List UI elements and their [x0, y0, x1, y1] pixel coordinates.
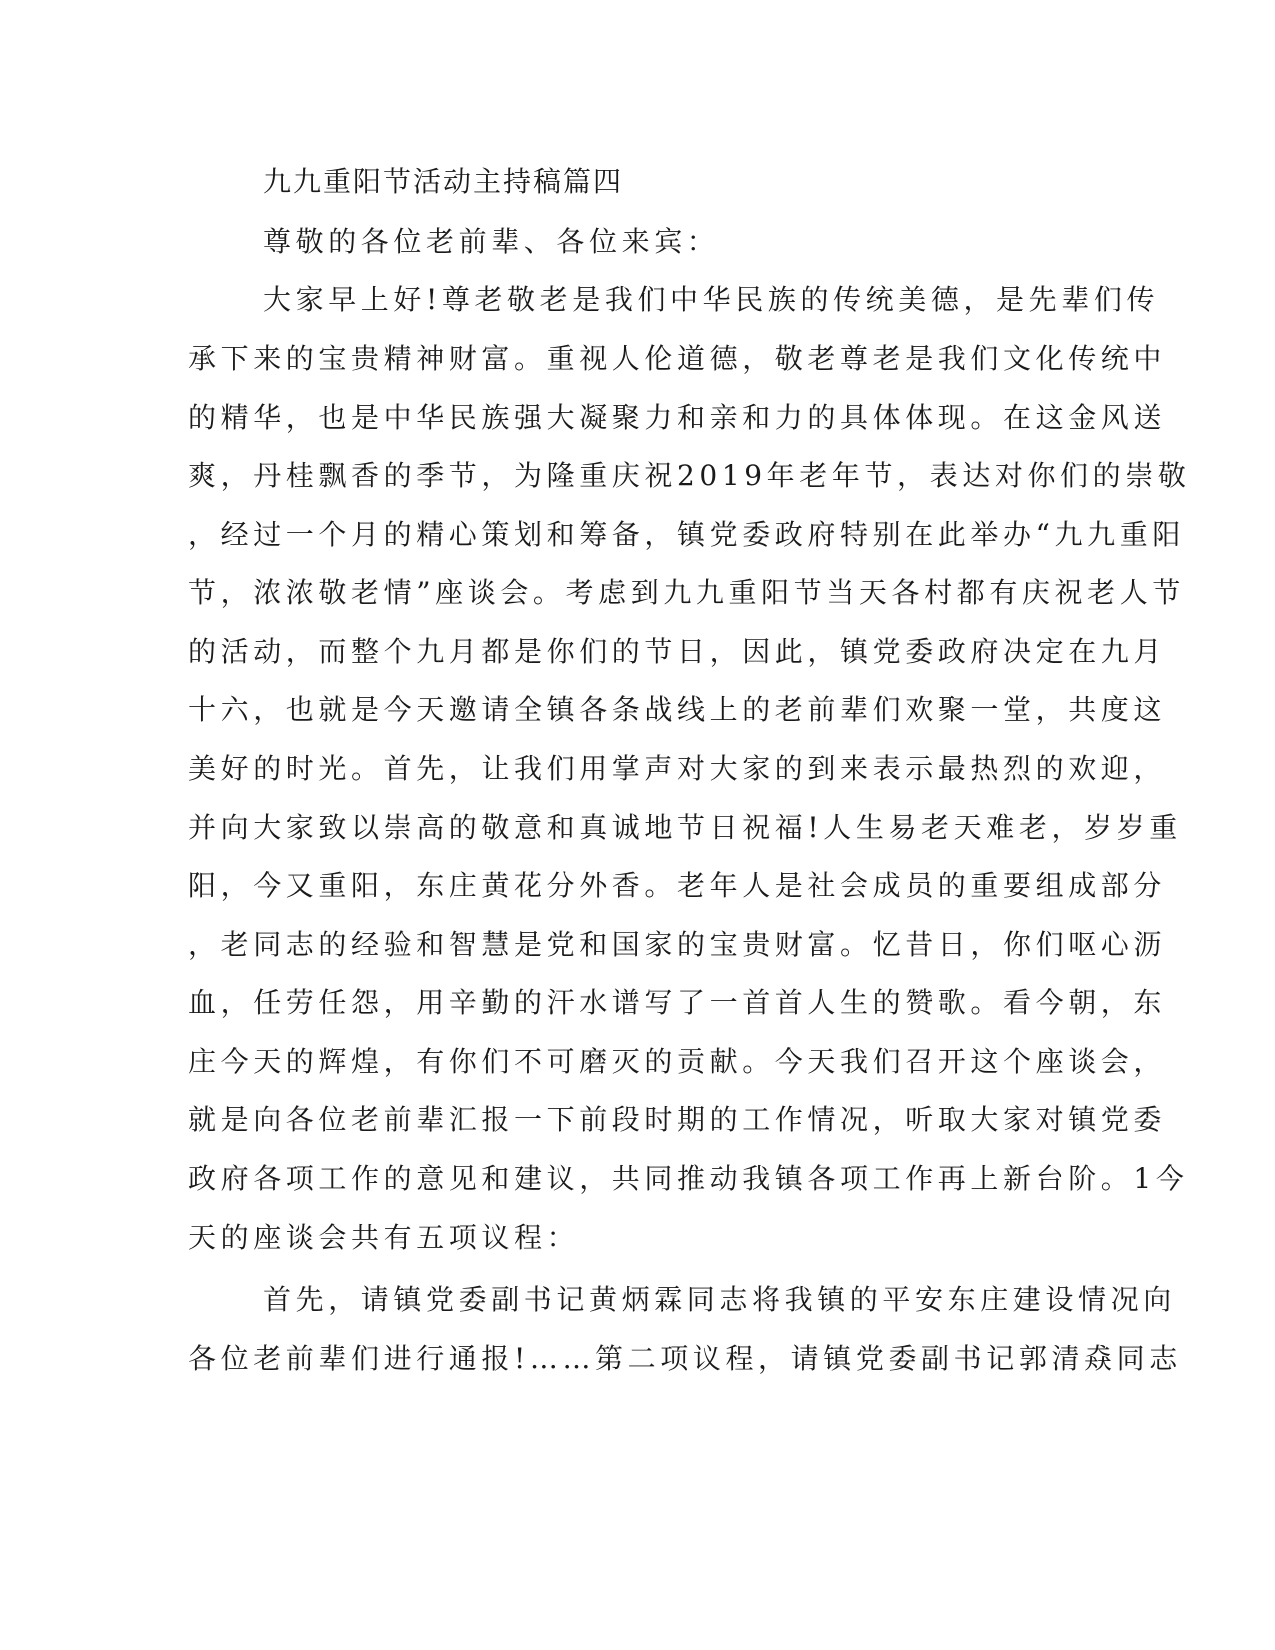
paragraph-line: 天的座谈会共有五项议程： [188, 1221, 580, 1254]
salutation: 尊敬的各位老前辈、各位来宾： [263, 225, 720, 258]
paragraph-line: 政府各项工作的意见和建议，共同推动我镇各项工作再上新台阶。1今 [188, 1162, 1189, 1195]
paragraph-line: 血，任劳任怨，用辛勤的汗水谱写了一首首人生的赞歌。看今朝，东 [188, 986, 1167, 1019]
paragraph-line: 十六，也就是今天邀请全镇各条战线上的老前辈们欢聚一堂，共度这 [188, 693, 1167, 726]
paragraph-line: 各位老前辈们进行通报!……第二项议程，请镇党委副书记郭清猋同志 [188, 1342, 1182, 1375]
paragraph-line: 的精华，也是中华民族强大凝聚力和亲和力的具体体现。在这金风送 [188, 401, 1167, 434]
paragraph-line: 节，浓浓敬老情”座谈会。考虑到九九重阳节当天各村都有庆祝老人节 [188, 576, 1185, 609]
paragraph-line: 的活动，而整个九月都是你们的节日，因此，镇党委政府决定在九月 [188, 635, 1167, 668]
paragraph-line: 庄今天的辉煌，有你们不可磨灭的贡献。今天我们召开这个座谈会， [188, 1045, 1167, 1078]
document-title: 九九重阳节活动主持稿篇四 [263, 165, 624, 198]
paragraph-line: 并向大家致以崇高的敬意和真诚地节日祝福!人生易老天难老，岁岁重 [188, 811, 1182, 844]
paragraph-line: 爽，丹桂飘香的季节，为隆重庆祝2019年老年节，表达对你们的崇敬 [188, 459, 1191, 492]
paragraph-line: ，老同志的经验和智慧是党和国家的宝贵财富。忆昔日，你们呕心沥 [188, 928, 1167, 961]
paragraph-line: 阳，今又重阳，东庄黄花分外香。老年人是社会成员的重要组成部分 [188, 869, 1167, 902]
paragraph-line: 大家早上好!尊老敬老是我们中华民族的传统美德，是先辈们传 [263, 283, 1160, 316]
paragraph-line: 美好的时光。首先，让我们用掌声对大家的到来表示最热烈的欢迎， [188, 752, 1167, 785]
paragraph-line: 就是向各位老前辈汇报一下前段时期的工作情况，听取大家对镇党委 [188, 1103, 1167, 1136]
paragraph-line: 首先，请镇党委副书记黄炳霖同志将我镇的平安东庄建设情况向 [263, 1283, 1176, 1316]
paragraph-line: 承下来的宝贵精神财富。重视人伦道德，敬老尊老是我们文化传统中 [188, 342, 1167, 375]
paragraph-line: ，经过一个月的精心策划和筹备，镇党委政府特别在此举办“九九重阳 [188, 518, 1185, 551]
